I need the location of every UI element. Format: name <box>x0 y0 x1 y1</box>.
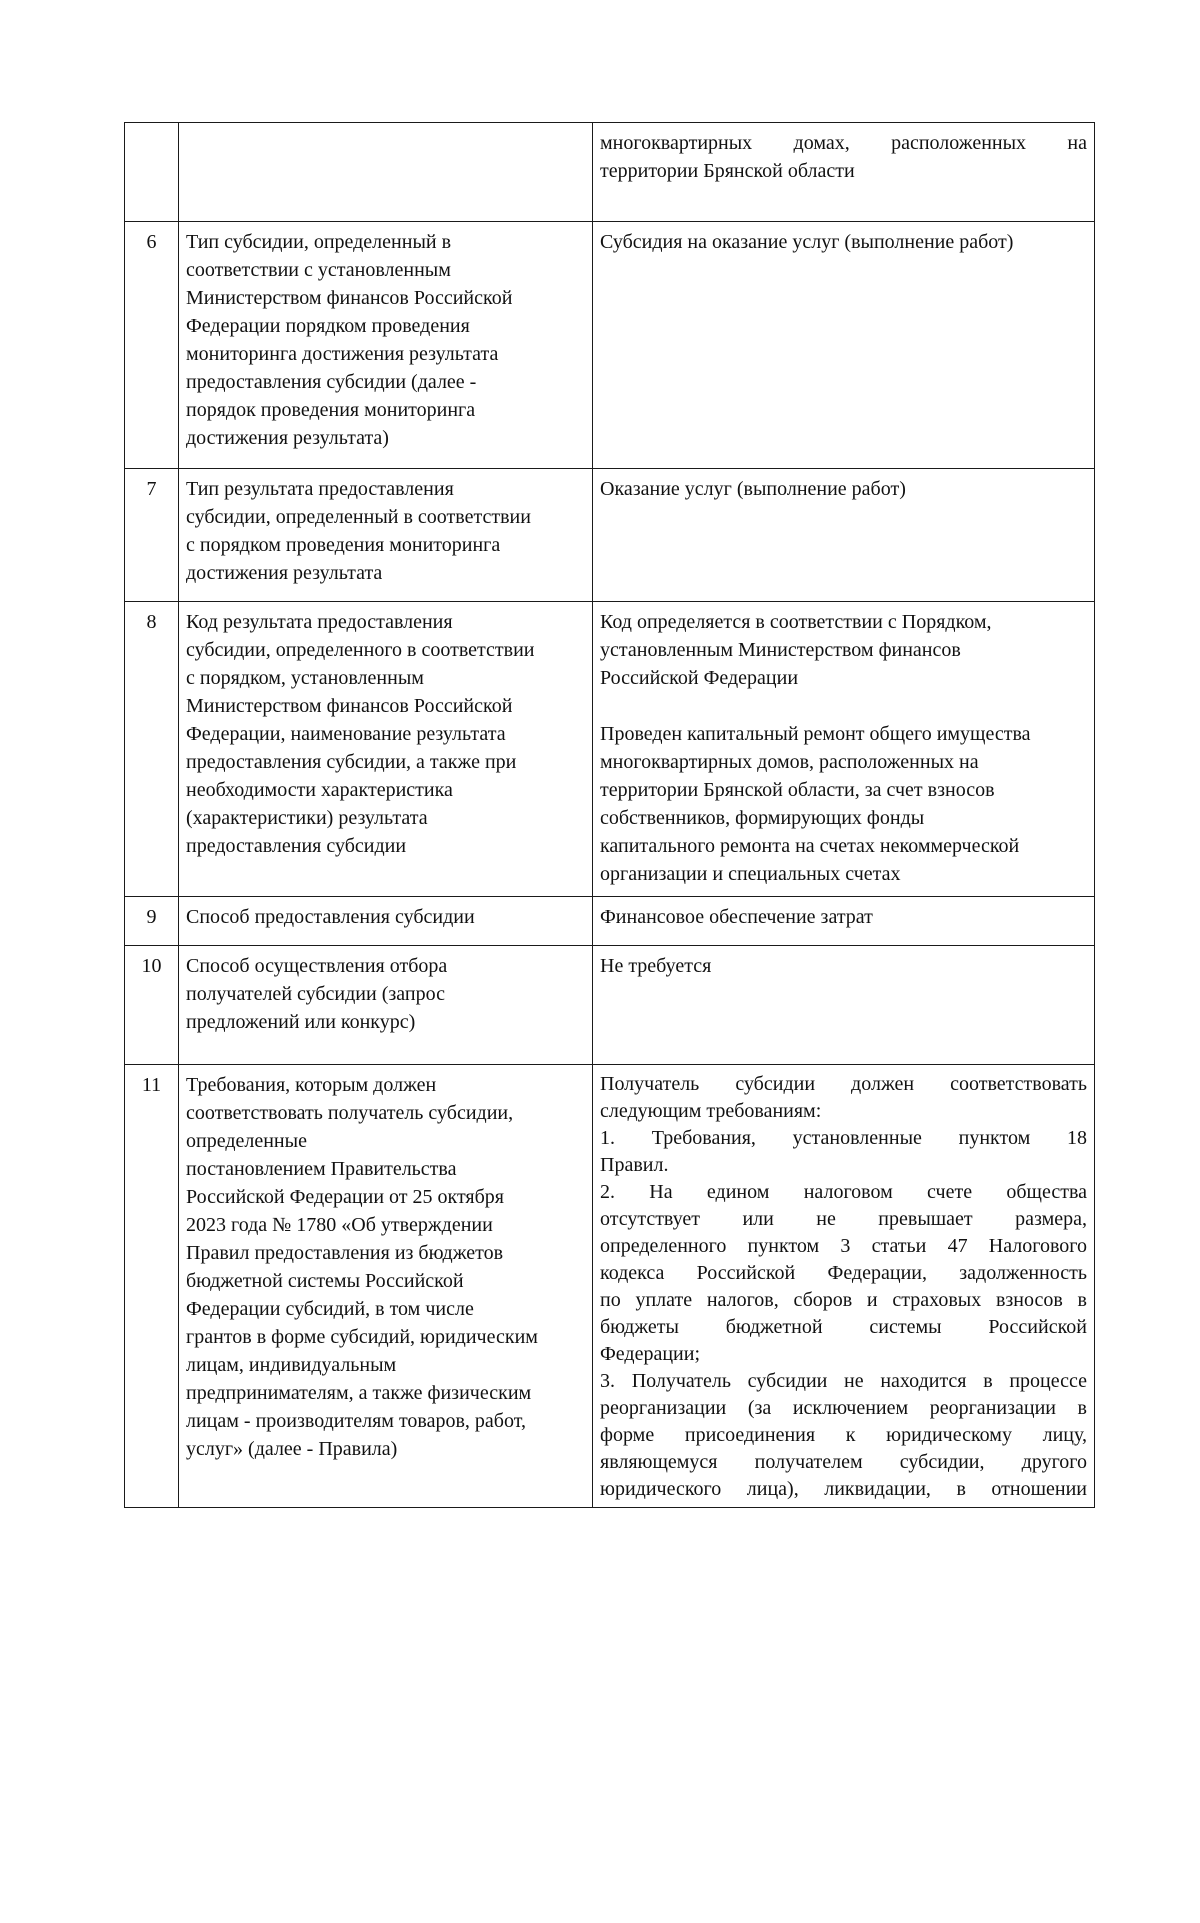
value-line: собственников, формирующих фонды <box>600 807 925 829</box>
name-line: соответствовать получатель субсидии, <box>186 1102 514 1124</box>
name-line: Требования, которым должен <box>186 1074 437 1096</box>
table-row-10 <box>125 946 1095 1065</box>
table-row-6 <box>125 222 1095 469</box>
name-line: предоставления субсидии (далее - <box>186 371 477 393</box>
name-line: субсидии, определенного в соответствии <box>186 639 535 661</box>
value-line: территории Брянской области <box>600 160 855 182</box>
value-line: Не требуется <box>600 955 712 977</box>
parameter-value <box>593 946 1095 1065</box>
row-number: 6 <box>125 222 179 469</box>
row-number: 8 <box>125 602 179 897</box>
name-line: Способ предоставления субсидии <box>186 906 475 928</box>
parameter-name <box>179 946 593 1065</box>
value-line: 3. Получатель субсидии не находится в процессе <box>600 1370 1087 1392</box>
name-line: Российской Федерации от 25 октября <box>186 1186 504 1208</box>
name-line: Федерации порядком проведения <box>186 315 470 337</box>
name-line: бюджетной системы Российской <box>186 1270 464 1292</box>
value-line: следующим требованиям: <box>600 1100 822 1122</box>
value-line: Финансовое обеспечение затрат <box>600 906 873 928</box>
value-line: являющемуся получателем субсидии, другого <box>600 1451 1087 1473</box>
requirements-table <box>124 122 1095 1508</box>
name-line: (характеристики) результата <box>186 807 428 829</box>
row-number <box>125 123 179 222</box>
name-line: 2023 года № 1780 «Об утверждении <box>186 1214 493 1236</box>
parameter-name <box>179 897 593 946</box>
value-line: территории Брянской области, за счет взносов <box>600 779 995 801</box>
value-line: Российской Федерации <box>600 667 799 689</box>
name-line: Федерации субсидий, в том числе <box>186 1298 474 1320</box>
name-line: соответствии с установленным <box>186 259 451 281</box>
value-line: форме присоединения к юридическому лицу, <box>600 1424 1087 1446</box>
parameter-value <box>593 1065 1095 1508</box>
name-line: Министерством финансов Российской <box>186 287 513 309</box>
value-line: многоквартирных домов, расположенных на <box>600 751 979 773</box>
name-line: определенные <box>186 1130 307 1152</box>
value-line: бюджеты бюджетной системы Российской <box>600 1316 1087 1338</box>
value-line: Получатель субсидии должен соответствовать <box>600 1073 1087 1095</box>
parameter-value <box>593 602 1095 897</box>
value-line: кодекса Российской Федерации, задолженность <box>600 1262 1087 1284</box>
name-line: с порядком проведения мониторинга <box>186 534 501 556</box>
value-line: определенного пунктом 3 статьи 47 Налогового <box>600 1235 1087 1257</box>
table-row-9 <box>125 897 1095 946</box>
value-line: Федерации; <box>600 1343 701 1365</box>
parameter-value <box>593 469 1095 602</box>
paragraph-gap <box>600 692 1087 720</box>
name-line: субсидии, определенный в соответствии <box>186 506 531 528</box>
value-line: Правил. <box>600 1154 669 1176</box>
value-line: юридического лица), ликвидации, в отношении <box>600 1478 1087 1500</box>
row-number: 7 <box>125 469 179 602</box>
name-line: получателей субсидии (запрос <box>186 983 445 1005</box>
name-line: порядок проведения мониторинга <box>186 399 476 421</box>
name-line: Способ осуществления отбора <box>186 955 448 977</box>
name-line: Код результата предоставления <box>186 611 453 633</box>
value-line: отсутствует или не превышает размера, <box>600 1208 1087 1230</box>
name-line: предоставления субсидии, а также при <box>186 751 517 773</box>
name-line: предоставления субсидии <box>186 835 407 857</box>
value-line: Код определяется в соответствии с Порядком, <box>600 611 992 633</box>
parameter-name <box>179 123 593 222</box>
value-line: организации и специальных счетах <box>600 863 901 885</box>
name-line: Министерством финансов Российской <box>186 695 513 717</box>
parameter-value <box>593 222 1095 469</box>
parameter-value <box>593 123 1095 222</box>
parameter-name <box>179 222 593 469</box>
value-line: капитального ремонта на счетах некоммерческой <box>600 835 1020 857</box>
value-line: Оказание услуг (выполнение работ) <box>600 478 906 500</box>
value-line: по уплате налогов, сборов и страховых взносов в <box>600 1289 1087 1311</box>
table-row-continuation <box>125 123 1095 222</box>
name-line: грантов в форме субсидий, юридическим <box>186 1326 538 1348</box>
name-line: предпринимателям, а также физическим <box>186 1382 532 1404</box>
value-line: Субсидия на оказание услуг (выполнение работ) <box>600 231 1014 253</box>
name-line: предложений или конкурс) <box>186 1011 416 1033</box>
name-line: Тип субсидии, определенный в <box>186 231 452 253</box>
table-row-7 <box>125 469 1095 602</box>
table-row-8 <box>125 602 1095 897</box>
row-number: 11 <box>125 1065 179 1508</box>
value-line: 2. На едином налоговом счете общества <box>600 1181 1087 1203</box>
name-line: Тип результата предоставления <box>186 478 454 500</box>
parameter-value <box>593 897 1095 946</box>
name-line: лицам - производителям товаров, работ, <box>186 1410 526 1432</box>
value-line: Проведен капитальный ремонт общего имущества <box>600 723 1031 745</box>
name-line: Федерации, наименование результата <box>186 723 506 745</box>
parameter-name <box>179 602 593 897</box>
name-line: мониторинга достижения результата <box>186 343 499 365</box>
row-number: 9 <box>125 897 179 946</box>
parameter-name <box>179 1065 593 1508</box>
name-line: достижения результата) <box>186 427 389 449</box>
value-line: установленным Министерством финансов <box>600 639 961 661</box>
value-line: 1. Требования, установленные пунктом 18 <box>600 1127 1087 1149</box>
value-line: многоквартирных домах, расположенных на <box>600 132 1087 154</box>
name-line: Правил предоставления из бюджетов <box>186 1242 504 1264</box>
value-line: реорганизации (за исключением реорганизации в <box>600 1397 1087 1419</box>
parameter-name <box>179 469 593 602</box>
name-line: постановлением Правительства <box>186 1158 457 1180</box>
name-line: с порядком, установленным <box>186 667 424 689</box>
table-row-11 <box>125 1065 1095 1508</box>
name-line: достижения результата <box>186 562 383 584</box>
name-line: услуг» (далее - Правила) <box>186 1438 398 1460</box>
name-line: лицам, индивидуальным <box>186 1354 397 1376</box>
row-number: 10 <box>125 946 179 1065</box>
name-line: необходимости характеристика <box>186 779 453 801</box>
